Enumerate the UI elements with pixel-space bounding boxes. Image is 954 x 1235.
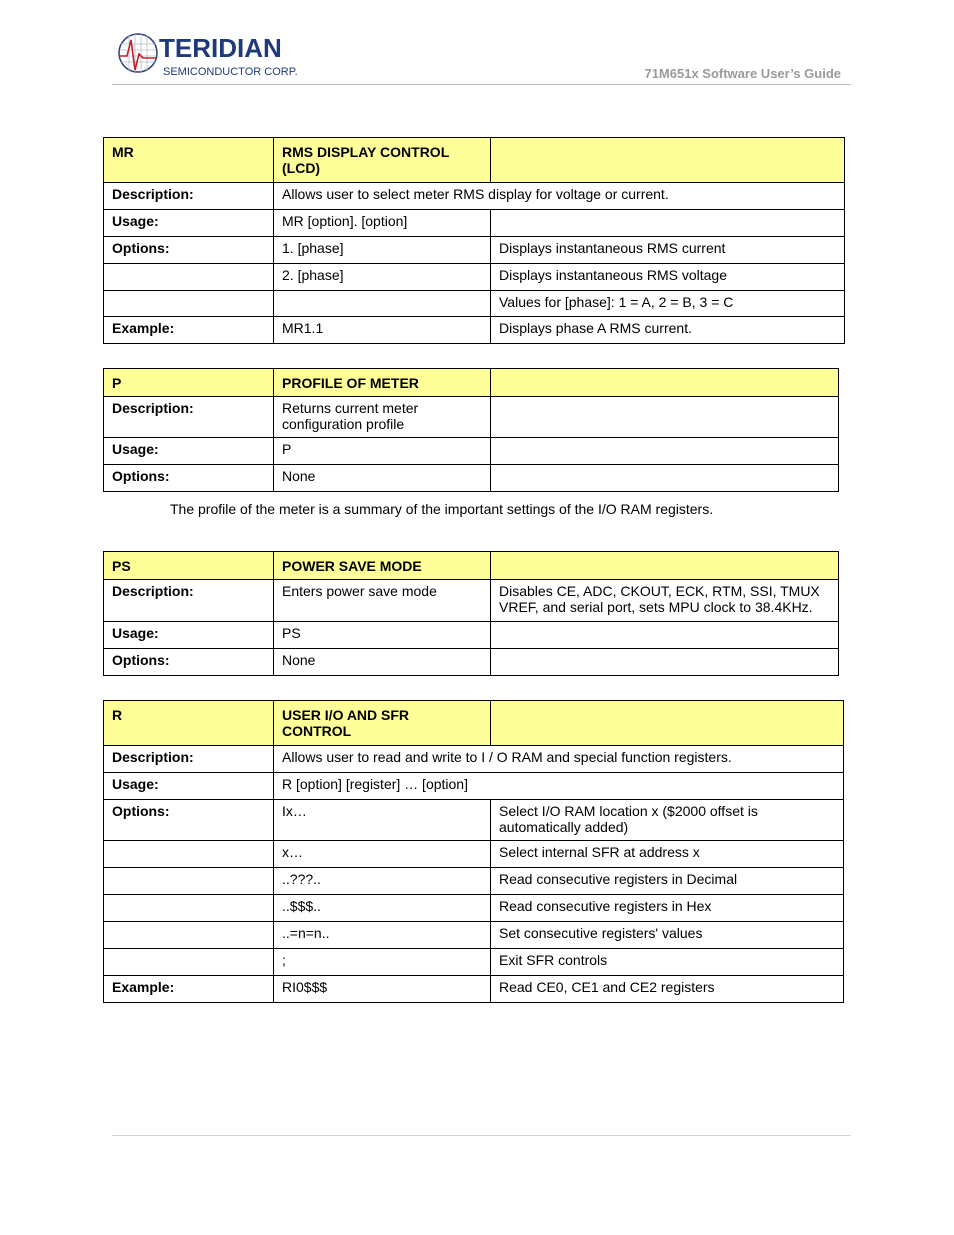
option-description: Select I/O RAM location x ($2000 offset is automatically added) [491,800,844,841]
example-label: Example: [104,976,274,1003]
teridian-logo [117,32,317,80]
options-label: Options: [104,237,274,264]
description-label: Description: [104,397,274,438]
option-value: Ix… [274,800,491,841]
table-row [104,841,844,868]
table-row [104,800,844,841]
options-label: Options: [104,800,274,841]
mr-command-table [103,137,845,344]
command-title: POWER SAVE MODE [274,552,491,580]
option-value: ..=n=n.. [274,922,491,949]
logo-wordmark: TERIDIAN [159,33,282,63]
table-row [104,868,844,895]
options-label: Options: [104,649,274,676]
command-code: MR [104,138,274,183]
table-row [104,183,845,210]
table-row [104,465,839,492]
options-text: None [274,465,491,492]
command-title: USER I/O AND SFR CONTROL [274,701,491,746]
table-row [104,237,845,264]
command-code: PS [104,552,274,580]
description-label: Description: [104,183,274,210]
usage-text: P [274,438,491,465]
option-value: 2. [phase] [274,264,491,291]
description-detail: Disables CE, ADC, CKOUT, ECK, RTM, SSI, TMUX VREF, and serial port, sets MPU clock to 38.4KHz. [491,580,839,622]
table-header-row [104,369,839,397]
table-header-row [104,701,844,746]
options-label: Options: [104,465,274,492]
example-description: Displays phase A RMS current. [491,317,845,344]
table-row [104,210,845,237]
table-row [104,622,839,649]
table-row [104,895,844,922]
r-command-table [103,700,844,1003]
table-header-row [104,138,845,183]
usage-label: Usage: [104,438,274,465]
command-code: P [104,369,274,397]
description-label: Description: [104,746,274,773]
usage-text: PS [274,622,491,649]
usage-label: Usage: [104,210,274,237]
option-value: ..???.. [274,868,491,895]
logo-subtitle: SEMICONDUCTOR CORP. [163,66,298,78]
option-description: Exit SFR controls [491,949,844,976]
table-row [104,976,844,1003]
description-text: Allows user to select meter RMS display for voltage or current. [274,183,845,210]
usage-text: MR [option]. [option] [274,210,491,237]
example-value: RI0$$$ [274,976,491,1003]
table-row [104,317,845,344]
option-value: ..$$$.. [274,895,491,922]
document-title: 71M651x Software User’s Guide [644,66,841,81]
table-row [104,264,845,291]
ps-command-table [103,551,839,676]
option-value: 1. [phase] [274,237,491,264]
command-title: RMS DISPLAY CONTROL (LCD) [274,138,491,183]
options-text: None [274,649,491,676]
option-description: Set consecutive registers' values [491,922,844,949]
usage-label: Usage: [104,622,274,649]
footer-divider [112,1135,851,1136]
option-description: Values for [phase]: 1 = A, 2 = B, 3 = C [491,291,845,317]
option-value: x… [274,841,491,868]
table-row [104,922,844,949]
table-row [104,773,844,800]
description-text: Returns current meter configuration profile [274,397,491,438]
usage-label: Usage: [104,773,274,800]
table-row [104,580,839,622]
example-description: Read CE0, CE1 and CE2 registers [491,976,844,1003]
table-header-row [104,552,839,580]
usage-text: R [option] [register] … [option] [274,773,844,800]
example-value: MR1.1 [274,317,491,344]
description-label: Description: [104,580,274,622]
option-description: Displays instantaneous RMS current [491,237,845,264]
option-value: ; [274,949,491,976]
table-row [104,649,839,676]
header-divider [112,84,851,85]
description-text: Allows user to read and write to I / O RAM and special function registers. [274,746,844,773]
example-label: Example: [104,317,274,344]
table-row [104,397,839,438]
description-text: Enters power save mode [274,580,491,622]
option-description: Read consecutive registers in Hex [491,895,844,922]
table-row [104,746,844,773]
table-row [104,438,839,465]
command-code: R [104,701,274,746]
table-row [104,949,844,976]
table-row [104,291,845,317]
profile-note: The profile of the meter is a summary of the important settings of the I/O RAM registers. [170,501,714,517]
command-title: PROFILE OF METER [274,369,491,397]
option-description: Select internal SFR at address x [491,841,844,868]
p-command-table [103,368,839,492]
option-description: Displays instantaneous RMS voltage [491,264,845,291]
option-description: Read consecutive registers in Decimal [491,868,844,895]
